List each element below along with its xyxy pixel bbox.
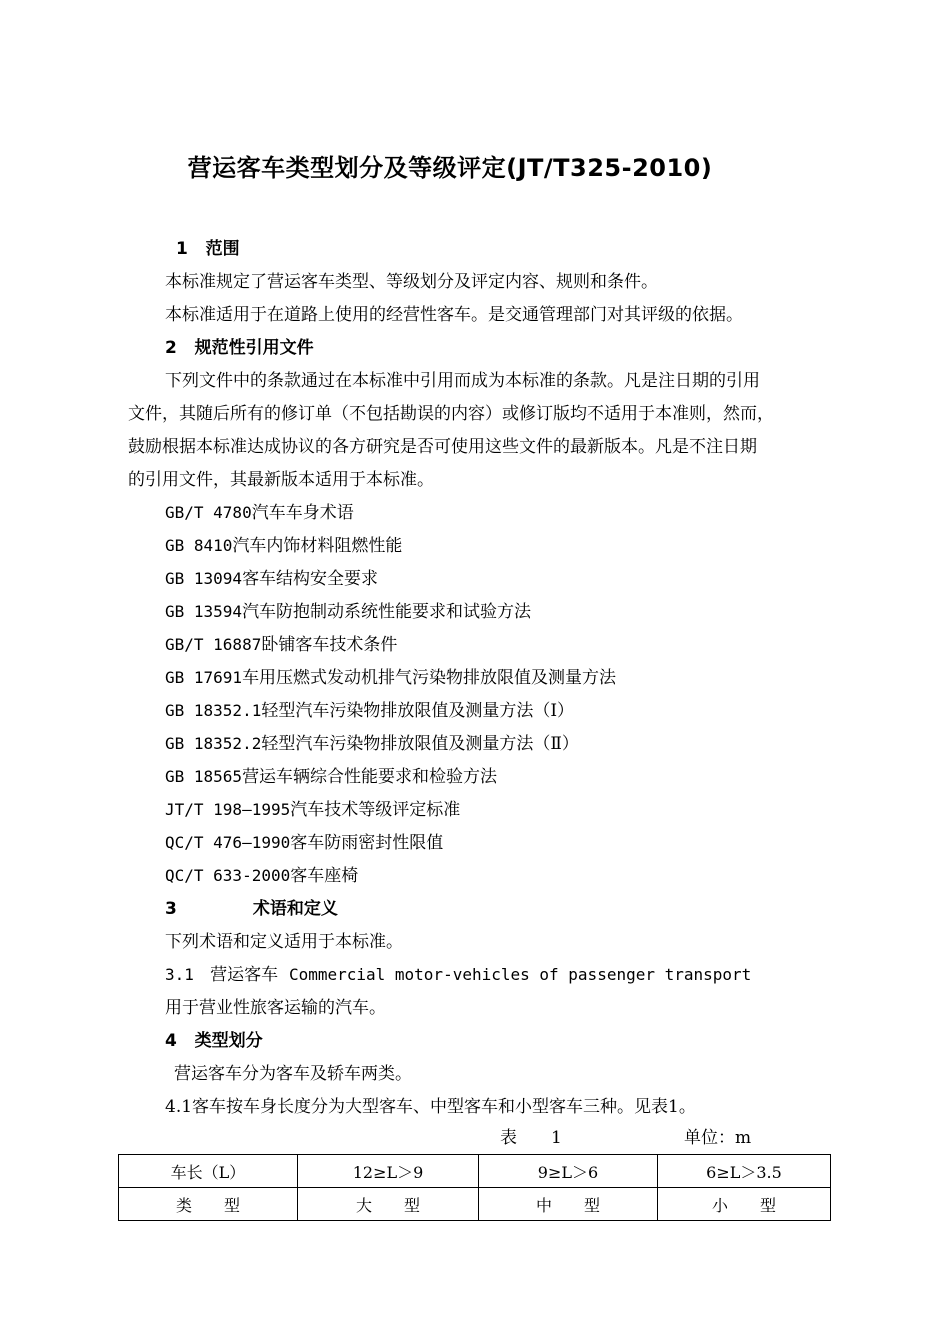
section-title: 规范性引用文件 [194,338,314,358]
section-2-heading [165,336,314,360]
paragraph-line: 下列文件中的条款通过在本标准中引用而成为本标准的条款。凡是注日期的引用 [165,371,760,391]
reference-code: GB 8410 [165,536,233,555]
reference-code: QC/T 633-2000 [165,866,291,885]
table-cell: 大 型 [298,1188,479,1221]
reference-item [165,765,497,789]
table-unit: 单位：m [684,1128,752,1148]
section-number: 1 [176,239,188,259]
section-title: 范围 [205,239,240,259]
section-title: 类型划分 [194,1031,263,1051]
section-number: 4 [165,1031,177,1051]
reference-item [165,567,378,591]
section-3-heading [165,897,338,921]
reference-item [165,666,616,690]
reference-code: GB 13094 [165,569,243,588]
reference-code: JT/T 198—1995 [165,800,291,819]
page-title: 营运客车类型划分及等级评定(JT/T325-2010) [187,154,713,182]
term-number: 3.1 [165,965,194,984]
reference-code: GB 18352.2 [165,734,262,753]
term-definition: 用于营业性旅客运输的汽车。 [165,998,386,1018]
reference-item [165,633,397,657]
paragraph: 4.1客车按车身长度分为大型客车、中型客车和小型客车三种。见表1。 [165,1097,696,1117]
reference-item [165,501,354,525]
reference-code: GB 18565 [165,767,243,786]
reference-name: 轻型汽车污染物排放限值及测量方法（Ⅱ） [261,734,579,754]
reference-name: 汽车防抱制动系统性能要求和试验方法 [242,602,532,622]
table-cell: 9≥L＞6 [479,1155,658,1188]
reference-code: GB/T 4780 [165,503,252,522]
reference-code: GB/T 16887 [165,635,262,654]
reference-item [165,732,579,756]
reference-name: 客车防雨密封性限值 [290,833,444,853]
table-cell: 车长（L） [119,1155,298,1188]
table-cell: 12≥L＞9 [298,1155,479,1188]
reference-name: 营运车辆综合性能要求和检验方法 [242,767,498,787]
reference-item [165,864,358,888]
paragraph: 下列术语和定义适用于本标准。 [165,932,403,952]
paragraph-line: 文件，其随后所有的修订单（不包括勘误的内容）或修订版均不适用于本准则，然而， [128,404,774,424]
section-title: 术语和定义 [252,899,338,919]
reference-name: 卧铺客车技术条件 [261,635,398,655]
section-4-heading [165,1029,263,1053]
reference-item [165,831,443,855]
reference-name: 客车结构安全要求 [242,569,379,589]
reference-name: 客车座椅 [290,866,359,886]
table-cell: 6≥L＞3.5 [658,1155,831,1188]
section-number: 3 [165,899,177,919]
section-1-heading [176,237,240,261]
section-number: 2 [165,338,177,358]
table-cell: 小 型 [658,1188,831,1221]
reference-code: GB 17691 [165,668,243,687]
reference-code: GB 18352.1 [165,701,262,720]
table-row [119,1188,831,1221]
reference-item [165,699,574,723]
term-line [165,963,751,987]
reference-code: QC/T 476—1990 [165,833,291,852]
reference-code: GB 13594 [165,602,243,621]
paragraph-line: 鼓励根据本标准达成协议的各方研究是否可使用这些文件的最新版本。凡是不注日期 [128,437,757,457]
table-caption: 表 1 [500,1128,562,1148]
reference-item [165,534,402,558]
reference-name: 汽车车身术语 [251,503,354,523]
term-english: Commercial motor-vehicles of passenger transport [288,965,752,984]
term-chinese: 营运客车 [210,965,279,985]
reference-name: 车用压燃式发动机排气污染物排放限值及测量方法 [242,668,617,688]
table-cell: 中 型 [479,1188,658,1221]
reference-name: 汽车技术等级评定标准 [290,800,461,820]
paragraph: 营运客车分为客车及轿车两类。 [174,1064,412,1084]
paragraph: 本标准规定了营运客车类型、等级划分及评定内容、规则和条件。 [165,272,658,292]
table-cell: 类 型 [119,1188,298,1221]
paragraph: 本标准适用于在道路上使用的经营性客车。是交通管理部门对其评级的依据。 [165,305,743,325]
table-row [119,1155,831,1188]
reference-name: 汽车内饰材料阻燃性能 [232,536,403,556]
reference-item [165,600,531,624]
reference-item [165,798,460,822]
vehicle-length-table [118,1154,831,1221]
paragraph-line: 的引用文件，其最新版本适用于本标准。 [128,470,434,490]
reference-name: 轻型汽车污染物排放限值及测量方法（Ⅰ） [261,701,575,721]
